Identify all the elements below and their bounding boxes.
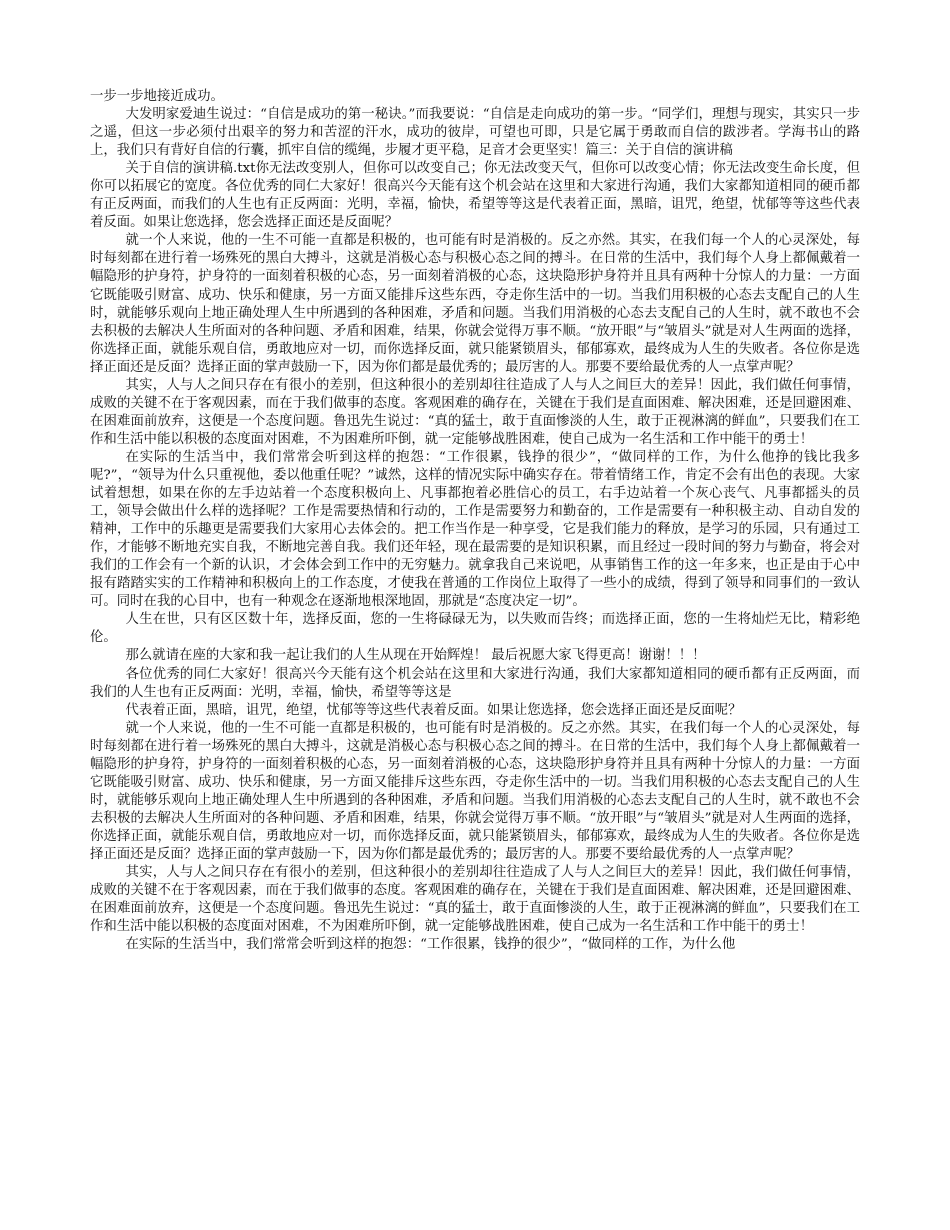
paragraph-11: 就一个人来说，他的一生不可能一直都是积极的，也可能有时是消极的。反之亦然。其实，在我们每一个人的心灵深处，每时每刻都在进行着一场殊死的黑白大搏斗，这就是消极心态与积极心态之间的搏斗。在日常的生活中，我们每个人身上都佩戴着一幅隐形的护身符，护身符的一面刻着积极的心态，另一面刻着消极的心态，这块隐形护身符并且具有两种十分惊人的力量：一方面它既能吸引财富、成功、快乐和健康，另一方面又能排斥这些东西，夺走你生活中的一切。当我们用积极的心态去支配自己的人生时，就能够乐观向上地正确处理人生中所遇到的各种困难，矛盾和问题。当我们用消极的心态去支配自己的人生时，就不敢也不会去积极的去解决人生所面对的各种问题、矛盾和困难，结果，你就会觉得万事不顺。“放开眼”与“皱眉头”就是对人生两面的选择，你选择正面，就能乐观自信，勇敢地应对一切，而你选择反面，就只能紧锁眉头，郁郁寡欢，最终成为人生的失败者。各位你是选择正面还是反面？选择正面的掌声鼓励一下，因为你们都是最优秀的；最厉害的人。那要不要给最优秀的人一点掌声呢？ bbox=[90, 720, 860, 862]
paragraph-3: 关于自信的演讲稿.txt你无法改变别人，但你可以改变自己；你无法改变天气，但你可以改变心情；你无法改变生命长度，但你可以拓展它的宽度。各位优秀的同仁大家好！很高兴今天能有这个机会站在这里和大家进行沟通，我们大家都知道相同的硬币都有正反两面，而我们的人生也有正反两面：光明，幸福，愉快，希望等等这是代表着正面，黑暗，诅咒，绝望，忧郁等等这些代表着反面。如果让您选择，您会选择正面还是反面呢？ bbox=[90, 161, 860, 231]
paragraph-6: 在实际的生活当中，我们常常会听到这样的抱怨：“工作很累，钱挣的很少”，“做同样的工作，为什么他挣的钱比我多呢?”，“领导为什么只重视他，委以他重任呢？”诚然，这样的情况实际中确实存在。带着情绪工作，肯定不会有出色的表现。大家试着想想，如果在你的左手边站着一个态度积极向上、凡事都抱着必胜信心的员工，右手边站着一个灰心丧气、凡事都摇头的员工，领导会做出什么样的选择呢？工作是需要热情和行动的，工作是需要努力和勤奋的，工作是需要有一种积极主动、自动自发的精神，工作中的乐趣更是需要我们大家用心去体会的。把工作当作是一种享受，它是我们能力的释放，是学习的乐园，只有通过工作，才能够不断地充实自我，不断地完善自我。我们还年轻，现在最需要的是知识积累，而且经过一段时间的努力与勤奋，将会对我们的工作会有一个新的认识，才会体会到工作中的无穷魅力。就拿我自己来说吧，从事销售工作的这一年多来，也正是由于心中报有踏踏实实的工作精神和积极向上的工作态度，才使我在普通的工作岗位上取得了一些小的成绩，得到了领导和同事们的一致认可。同时在我的心目中，也有一种观念在逐渐地根深地固，那就是“态度决定一切”。 bbox=[90, 449, 860, 610]
paragraph-9: 各位优秀的同仁大家好！很高兴今天能有这个机会站在这里和大家进行沟通，我们大家都知道相同的硬币都有正反两面，而我们的人生也有正反两面：光明，幸福，愉快，希望等等这是 bbox=[90, 666, 860, 700]
paragraph-2: 大发明家爱迪生说过：“自信是成功的第一秘诀。”而我要说：“自信是走向成功的第一步。“同学们，理想与现实，其实只一步之遥，但这一步必须付出艰辛的努力和苦涩的汗水，成功的彼岸，可望也可即，只是它属于勇敢而自信的跋涉者。学海书山的路上，我们只有背好自信的行囊，抓牢自信的缆绳，步履才更平稳，足音才会更坚实！篇三：关于自信的演讲稿 bbox=[90, 107, 860, 159]
paragraph-4: 就一个人来说，他的一生不可能一直都是积极的，也可能有时是消极的。反之亦然。其实，在我们每一个人的心灵深处，每时每刻都在进行着一场殊死的黑白大搏斗，这就是消极心态与积极心态之间的搏斗。在日常的生活中，我们每个人身上都佩戴着一幅隐形的护身符，护身符的一面刻着积极的心态，另一面刻着消极的心态，这块隐形护身符并且具有两种十分惊人的力量：一方面它既能吸引财富、成功、快乐和健康，另一方面又能排斥这些东西，夺走你生活中的一切。当我们用积极的心态去支配自己的人生时，就能够乐观向上地正确处理人生中所遇到的各种困难，矛盾和问题。当我们用消极的心态去支配自己的人生时，就不敢也不会去积极的去解决人生所面对的各种问题、矛盾和困难，结果，你就会觉得万事不顺。“放开眼”与“皱眉头”就是对人生两面的选择，你选择正面，就能乐观自信，勇敢地应对一切，而你选择反面，就只能紧锁眉头，郁郁寡欢，最终成为人生的失败者。各位你是选择正面还是反面？选择正面的掌声鼓励一下，因为你们都是最优秀的；最厉害的人。那要不要给最优秀的人一点掌声呢？ bbox=[90, 233, 860, 375]
paragraph-7: 人生在世，只有区区数十年，选择反面，您的一生将碌碌无为，以失败而告终；而选择正面，您的一生将灿烂无比，精彩绝伦。 bbox=[90, 612, 860, 646]
paragraph-1: 一步一步地接近成功。 bbox=[90, 89, 224, 104]
paragraph-8: 那么就请在座的大家和我一起让我们的人生从现在开始辉煌！ 最后祝愿大家飞得更高！谢谢！！！ bbox=[125, 648, 706, 664]
paragraph-13: 在实际的生活当中，我们常常会听到这样的抱怨：“工作很累，钱挣的很少”，“做同样的工作，为什么他 bbox=[125, 937, 736, 953]
paragraph-5: 其实，人与人之间只存在有很小的差别，但这种很小的差别却往往造成了人与人之间巨大的差异！因此，我们做任何事情，成败的关键不在于客观因素，而在于我们做事的态度。客观困难的确存在，关键在于我们是直面困难、解决困难，还是回避困难、在困难面前放弃，这便是一个态度问题。鲁迅先生说过：“真的猛士，敢于直面惨淡的人生，敢于正视淋漓的鲜血”，只要我们在工作和生活中能以积极的态度面对困难，不为困难所吓倒，就一定能够战胜困难，使自己成为一名生活和工作中能干的勇士！ bbox=[90, 377, 860, 447]
paragraph-12: 其实，人与人之间只存在有很小的差别，但这种很小的差别却往往造成了人与人之间巨大的差异！因此，我们做任何事情，成败的关键不在于客观因素，而在于我们做事的态度。客观困难的确存在，关键在于我们是直面困难、解决困难，还是回避困难、在困难面前放弃，这便是一个态度问题。鲁迅先生说过：“真的猛士，敢于直面惨淡的人生，敢于正视淋漓的鲜血”，只要我们在工作和生活中能以积极的态度面对困难，不为困难所吓倒，就一定能够战胜困难，使自己成为一名生活和工作中能干的勇士！ bbox=[90, 865, 860, 935]
paragraph-10: 代表着正面，黑暗，诅咒，绝望，忧郁等等这些代表着反面。如果让您选择，您会选择正面还是反面呢？ bbox=[125, 702, 742, 718]
document-body bbox=[90, 88, 860, 954]
